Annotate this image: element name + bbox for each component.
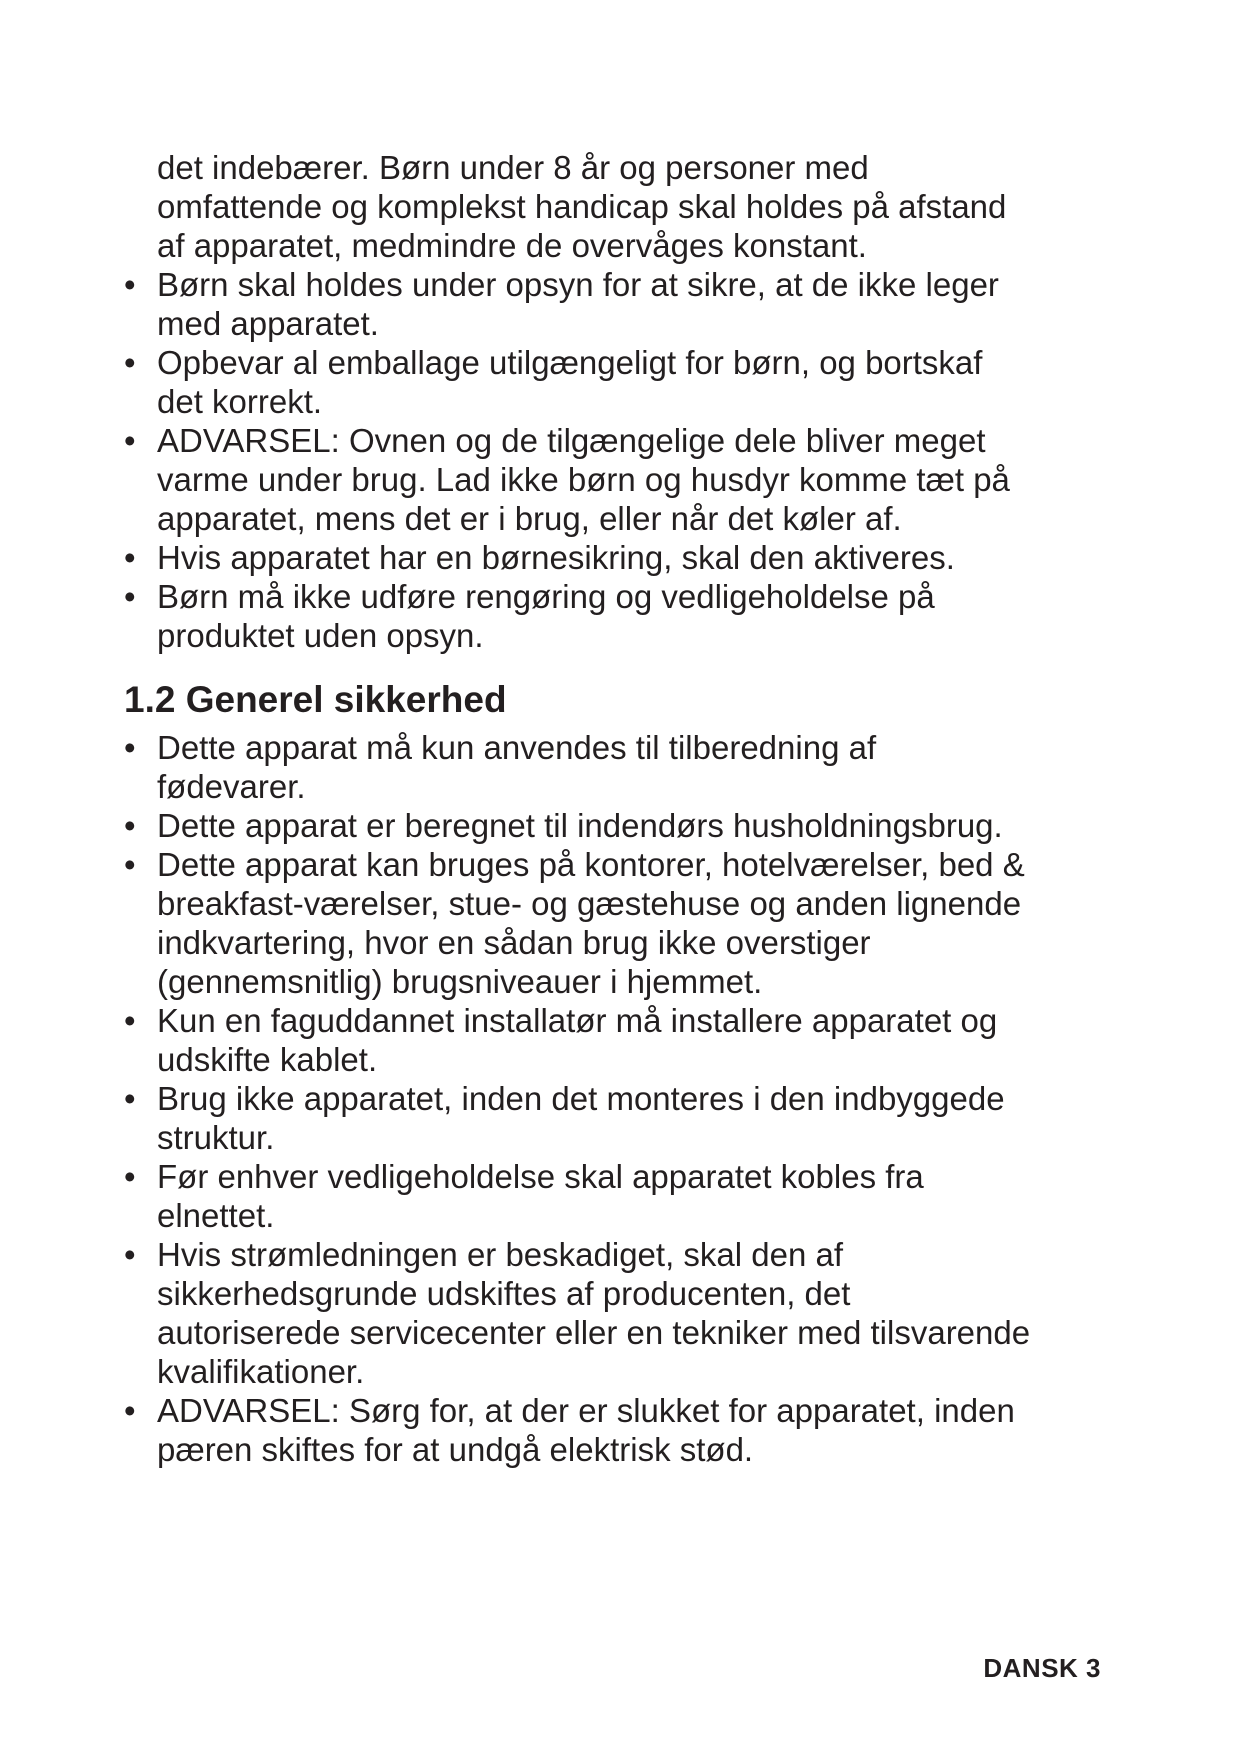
intro-continuation-paragraph: det indebærer. Børn under 8 år og personer med omfattende og komplekst handicap skal holdes på afstand af apparatet, medmindre de overvåges konstant. bbox=[157, 149, 1007, 264]
list-item bbox=[124, 1391, 1124, 1469]
list-item bbox=[124, 728, 1124, 806]
bullet-icon: • bbox=[124, 344, 136, 381]
body-text bbox=[124, 148, 1124, 1469]
list-item-text: Børn skal holdes under opsyn for at sikre, at de ikke leger med apparatet. bbox=[157, 266, 999, 342]
section-heading: 1.2 Generel sikkerhed bbox=[124, 679, 507, 720]
list-item-text: Dette apparat må kun anvendes til tilberedning af fødevarer. bbox=[157, 729, 877, 805]
list-item bbox=[124, 845, 1124, 1001]
list-item-text: ADVARSEL: Sørg for, at der er slukket for apparatet, inden pæren skiftes for at undgå elektrisk stød. bbox=[157, 1392, 1015, 1468]
list-item-text: Hvis strømledningen er beskadiget, skal den af sikkerhedsgrunde udskiftes af producenten, det autoriserede servicecenter eller en tekniker med tilsvarende kvalifikationer. bbox=[157, 1236, 1031, 1390]
bullet-icon: • bbox=[124, 266, 136, 303]
list-item bbox=[124, 577, 1124, 655]
bullet-icon: • bbox=[124, 1002, 136, 1039]
list-item-text: Før enhver vedligeholdelse skal apparatet kobles fra elnettet. bbox=[157, 1158, 924, 1234]
child-safety-list bbox=[124, 265, 1124, 655]
bullet-icon: • bbox=[124, 539, 136, 576]
bullet-icon: • bbox=[124, 1158, 136, 1195]
list-item bbox=[124, 806, 1124, 845]
list-item-text: Dette apparat er beregnet til indendørs husholdningsbrug. bbox=[157, 807, 1003, 844]
bullet-icon: • bbox=[124, 578, 136, 615]
bullet-icon: • bbox=[124, 1080, 136, 1117]
list-item bbox=[124, 1001, 1124, 1079]
page-number-label: DANSK 3 bbox=[983, 1653, 1101, 1683]
bullet-icon: • bbox=[124, 807, 136, 844]
bullet-icon: • bbox=[124, 846, 136, 883]
list-item bbox=[124, 538, 1124, 577]
list-item-text: Dette apparat kan bruges på kontorer, hotelværelser, bed & breakfast-værelser, stue- og gæstehuse og anden lignende indkvartering, hvor en sådan brug ikke overstiger (gennemsnitlig) brugsniveauer i hjemmet. bbox=[157, 846, 1025, 1000]
list-item-text: Kun en faguddannet installatør må installere apparatet og udskifte kablet. bbox=[157, 1002, 998, 1078]
list-item-text: Hvis apparatet har en børnesikring, skal den aktiveres. bbox=[157, 539, 955, 576]
list-item-text: Opbevar al emballage utilgængeligt for børn, og bortskaf det korrekt. bbox=[157, 344, 983, 420]
bullet-icon: • bbox=[124, 422, 136, 459]
list-item-text: Børn må ikke udføre rengøring og vedligeholdelse på produktet uden opsyn. bbox=[157, 578, 935, 654]
bullet-icon: • bbox=[124, 729, 136, 766]
list-item bbox=[124, 1157, 1124, 1235]
list-item bbox=[124, 265, 1124, 343]
list-item bbox=[124, 1235, 1124, 1391]
list-item bbox=[124, 343, 1124, 421]
bullet-icon: • bbox=[124, 1236, 136, 1273]
general-safety-list bbox=[124, 728, 1124, 1469]
list-item-text: ADVARSEL: Ovnen og de tilgængelige dele bliver meget varme under brug. Lad ikke børn og husdyr komme tæt på apparatet, mens det er i brug, eller når det køler af. bbox=[157, 422, 1010, 537]
list-item bbox=[124, 1079, 1124, 1157]
list-item-text: Brug ikke apparatet, inden det monteres i den indbyggede struktur. bbox=[157, 1080, 1005, 1156]
list-item bbox=[124, 421, 1124, 538]
bullet-icon: • bbox=[124, 1392, 136, 1429]
